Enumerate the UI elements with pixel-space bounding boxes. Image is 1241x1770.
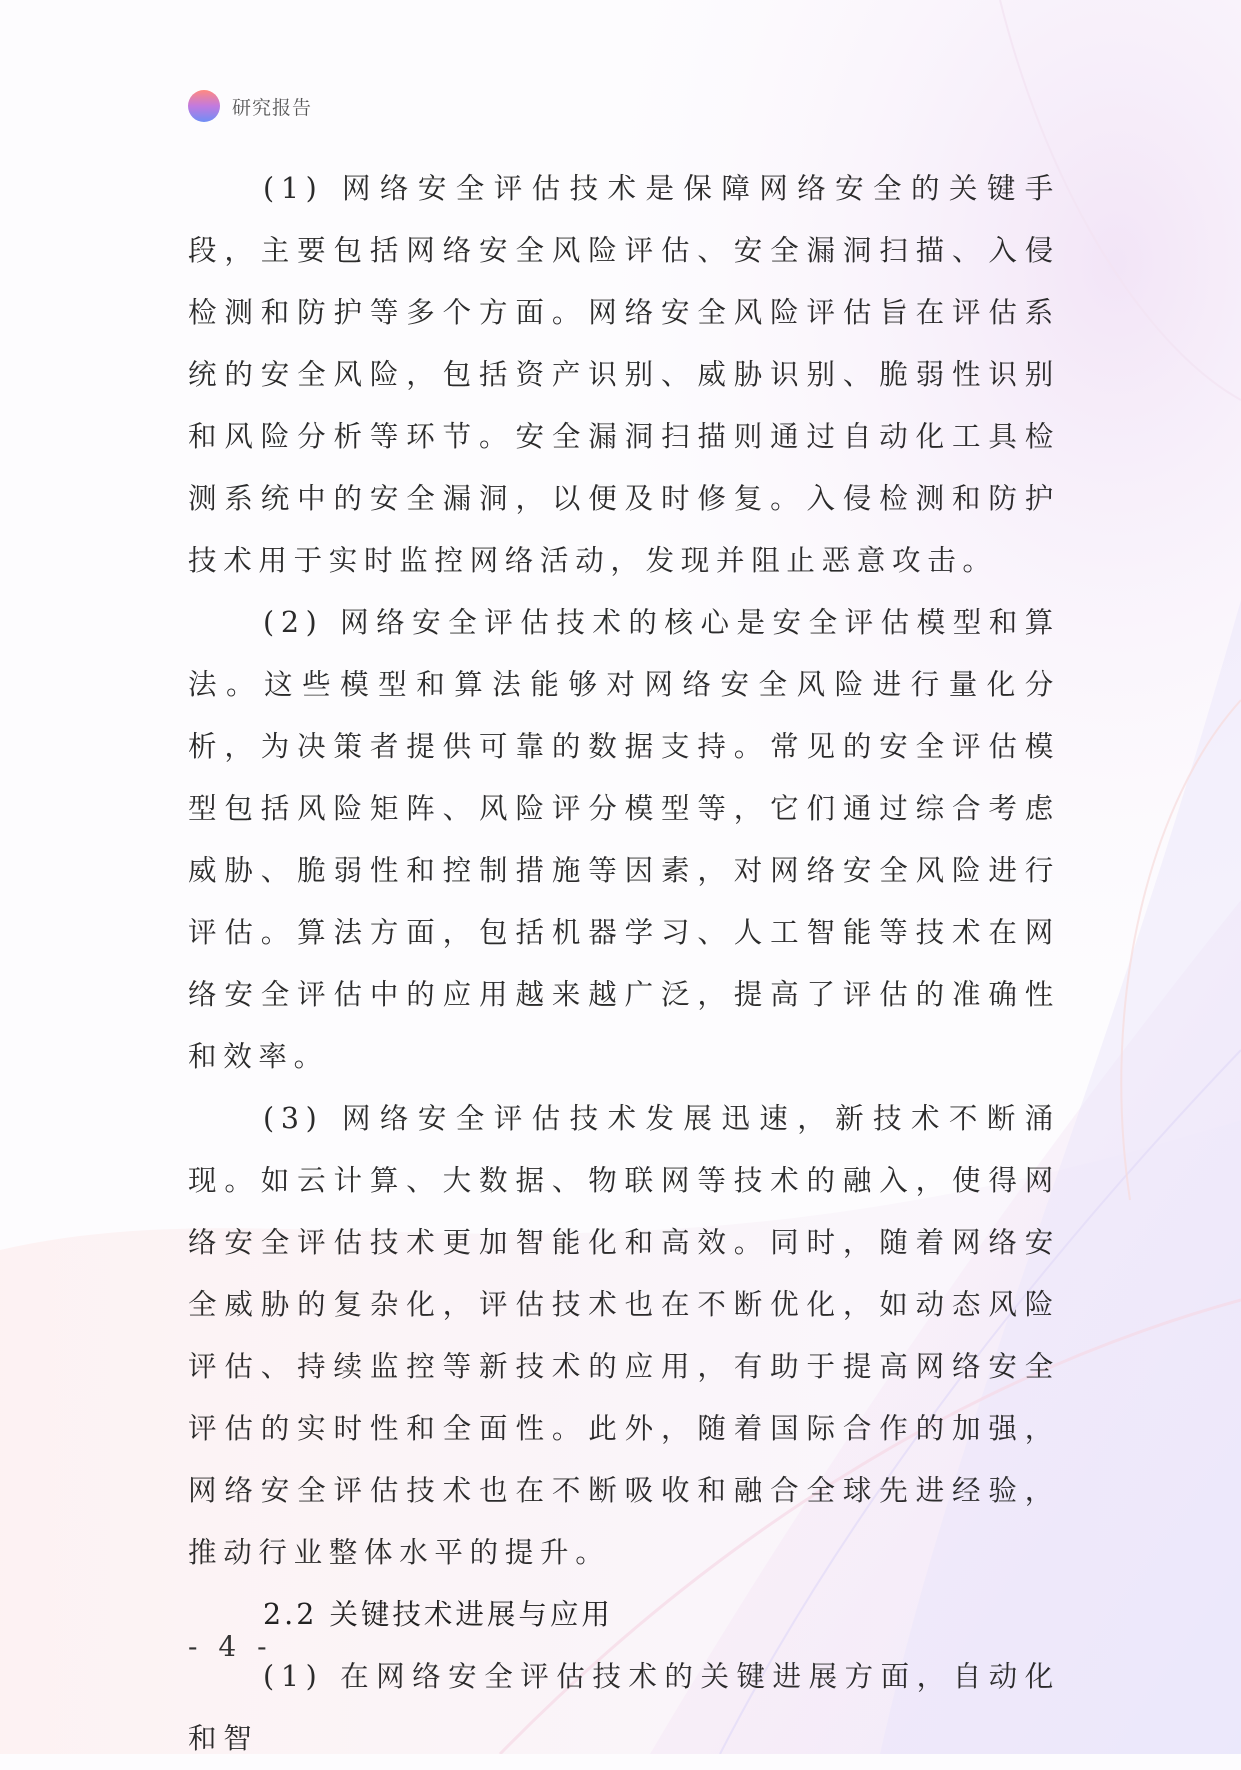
report-header <box>188 90 312 122</box>
paragraph-2: (2) 网络安全评估技术的核心是安全评估模型和算法。这些模型和算法能够对网络安全风险进行量化分析，为决策者提供可靠的数据支持。常见的安全评估模型包括风险矩阵、风险评分模型等，它们通过综合考虑威胁、脆弱性和控制措施等因素，对网络安全风险进行评估。算法方面，包括机器学习、人工智能等技术在网络安全评估中的应用越来越广泛，提高了评估的准确性和效率。 <box>188 606 1060 1073</box>
page-number: - 4 - <box>188 1630 273 1663</box>
document-body <box>188 158 1060 1770</box>
header-title: 研究报告 <box>232 96 313 119</box>
paragraph-4: (1) 在网络安全评估技术的关键进展方面，自动化和智 <box>188 1660 1060 1755</box>
logo-icon <box>188 90 220 122</box>
paragraph-3: (3) 网络安全评估技术发展迅速，新技术不断涌现。如云计算、大数据、物联网等技术的融入，使得网络安全评估技术更加智能化和高效。同时，随着网络安全威胁的复杂化，评估技术也在不断优化，如动态风险评估、持续监控等新技术的应用，有助于提高网络安全评估的实时性和全面性。此外，随着国际合作的加强，网络安全评估技术也在不断吸收和融合全球先进经验，推动行业整体水平的提升。 <box>188 1102 1060 1569</box>
section-heading: 2.2 关键技术进展与应用 <box>263 1598 613 1631</box>
paragraph-1: (1) 网络安全评估技术是保障网络安全的关键手段，主要包括网络安全风险评估、安全漏洞扫描、入侵检测和防护等多个方面。网络安全风险评估旨在评估系统的安全风险，包括资产识别、威胁识别、脆弱性识别和风险分析等环节。安全漏洞扫描则通过自动化工具检测系统中的安全漏洞，以便及时修复。入侵检测和防护技术用于实时监控网络活动，发现并阻止恶意攻击。 <box>188 172 1060 577</box>
